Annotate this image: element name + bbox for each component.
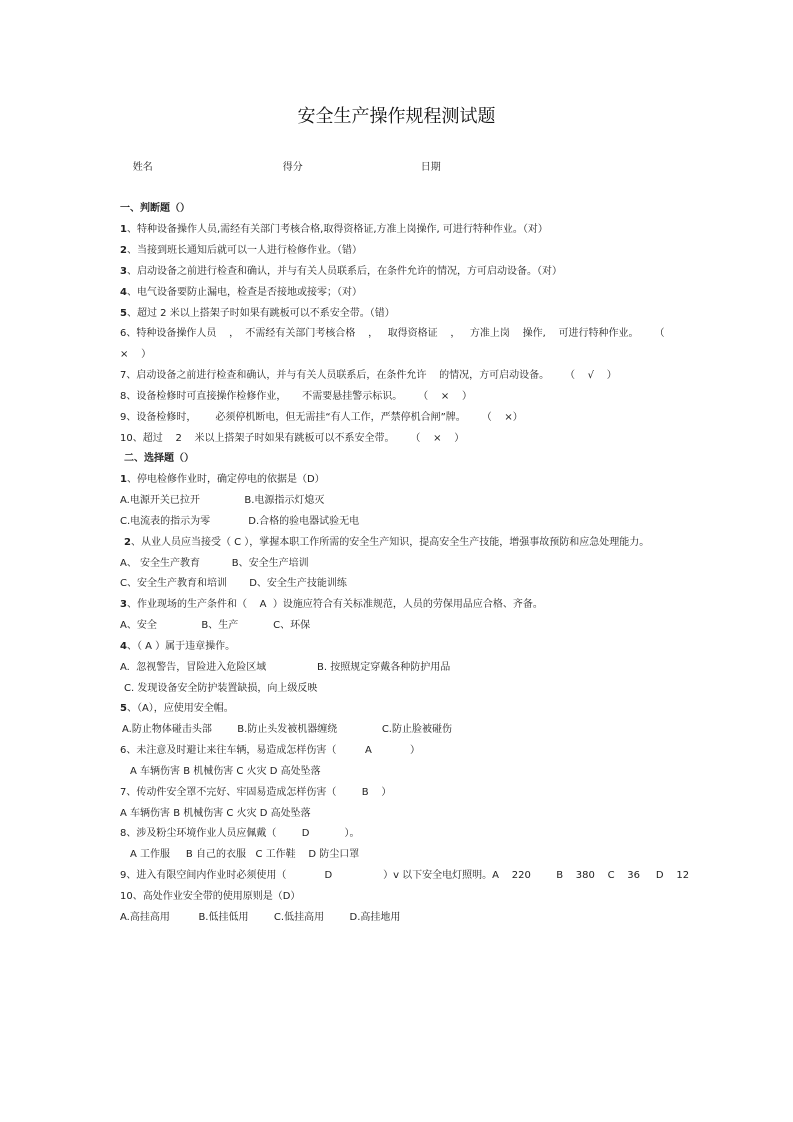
question: 7、启动设备之前进行检查和确认，并与有关人员联系后，在条件允许 的情况，方可启动设备。 （ √ ） — [120, 370, 617, 382]
question-text: 、特种设备操作人员,需经有关部门考核合格,取得资格证,方准上岗操作, 可进行特种作业。（对） — [126, 224, 548, 236]
options: C.电流表的指示为零 D.合格的验电器试验无电 — [120, 515, 360, 527]
options: A 车辆伤害 B 机械伤害 C 火灾 D 高处坠落 — [120, 807, 311, 819]
question-number: 4 — [120, 286, 127, 298]
options: A.高挂高用 B.低挂低用 C.低挂高用 D.高挂地用 — [120, 911, 401, 923]
question: 6、未注意及时避让来往车辆，易造成怎样伤害（ A ） — [120, 745, 420, 757]
date-label: 日期 — [420, 161, 441, 173]
question — [120, 533, 780, 554]
question: 9、进入有限空间内作业时必须使用（ D ）v 以下安全电灯照明。A 220 B 380 C 36 D 12 — [120, 869, 690, 881]
options: A 工作服 B 自己的衣服 C 工作鞋 D 防尘口罩 — [130, 849, 360, 861]
options: A、安全 B、生产 C、环保 — [120, 620, 311, 632]
options: C、安全生产教育和培训 D、安全生产技能训练 — [120, 578, 347, 590]
question-number: 3 — [120, 599, 127, 611]
document-page — [0, 104, 793, 928]
options: A. 忽视警告，冒险进入危险区域 B. 按照规定穿戴各种防护用品 — [120, 661, 451, 673]
question — [120, 262, 780, 283]
document-body — [120, 137, 780, 928]
question: 8、涉及粉尘环境作业人员应佩戴（ D ）。 — [120, 828, 360, 840]
section-heading: 一、判断题（） — [120, 203, 190, 215]
question-text: 、从业人员应当接受（ C ），掌握本职工作所需的安全生产知识，提高安全生产技能，增强事故预防和应急处理能力。 — [130, 536, 650, 548]
header-fields — [120, 137, 780, 199]
question — [120, 595, 780, 616]
question-number: 1 — [120, 224, 127, 236]
question-number: 3 — [120, 265, 127, 277]
question-text: 、超过 2 米以上搭架子时如果有跳板可以不系安全带。（错） — [126, 307, 395, 319]
question: 9、设备检修时， 必须停机断电，但无需挂“有人工作，严禁停机合闸”牌。 （ ×） — [120, 411, 523, 423]
question-text: 、当接到班长通知后就可以一人进行检修作业。（错） — [126, 245, 362, 257]
options: A 车辆伤害 B 机械伤害 C 火灾 D 高处坠落 — [130, 765, 321, 777]
question: 7、传动件安全罩不完好、牢固易造成怎样伤害（ B ） — [120, 786, 392, 798]
page-title: 安全生产操作规程测试题 — [297, 106, 496, 127]
question — [120, 637, 780, 658]
options: A.电源开关已拉开 B.电源指示灯熄灭 — [120, 495, 325, 507]
question — [120, 283, 780, 304]
question-number: 2 — [124, 536, 131, 548]
question — [120, 699, 780, 720]
question — [120, 304, 780, 325]
score-label: 得分 — [282, 161, 303, 173]
section-heading: 二、选择题（） — [124, 453, 194, 465]
question: 8、设备检修时可直接操作检修作业， 不需要悬挂警示标识。 （ × ） — [120, 390, 472, 402]
options: C. 发现设备安全防护装置缺损，向上级反映 — [124, 682, 318, 694]
question-text: 、电气设备要防止漏电，检查是否接地或接零；（对） — [126, 286, 362, 298]
question-number: 1 — [120, 474, 127, 486]
options: A、 安全生产教育 B、安全生产培训 — [120, 557, 309, 569]
question-text: 、停电检修作业时，确定停电的依据是（D） — [126, 474, 325, 486]
name-label: 姓名 — [132, 161, 153, 173]
question: 10、高处作业安全带的使用原则是（D） — [120, 890, 301, 902]
question-number: 5 — [120, 703, 127, 715]
question-number: 5 — [120, 307, 127, 319]
question-text: 、（A），应使用安全帽。 — [126, 703, 234, 715]
question — [120, 220, 780, 241]
question-text: 、（ A ）属于违章操作。 — [126, 640, 236, 652]
question-number: 4 — [120, 640, 127, 652]
question: 10、超过 2 米以上搭架子时如果有跳板可以不系安全带。 （ × ） — [120, 432, 465, 444]
question-continuation: × ） — [120, 349, 152, 361]
question — [120, 470, 780, 491]
question: 6、特种设备操作人员 ， 不需经有关部门考核合格 ， 取得资格证 ， 方准上岗 操作, 可进行特种作业。 （ — [120, 328, 665, 340]
options: A.防止物体碰击头部 B.防止头发被机器缠绕 C.防止脸被碰伤 — [122, 724, 452, 736]
question — [120, 241, 780, 262]
question-number: 2 — [120, 245, 127, 257]
question-text: 、作业现场的生产条件和（ A ）设施应符合有关标准规范，人员的劳保用品应合格、齐备。 — [126, 599, 543, 611]
question-text: 、启动设备之前进行检查和确认，并与有关人员联系后，在条件允许的情况，方可启动设备。（对） — [126, 265, 562, 277]
